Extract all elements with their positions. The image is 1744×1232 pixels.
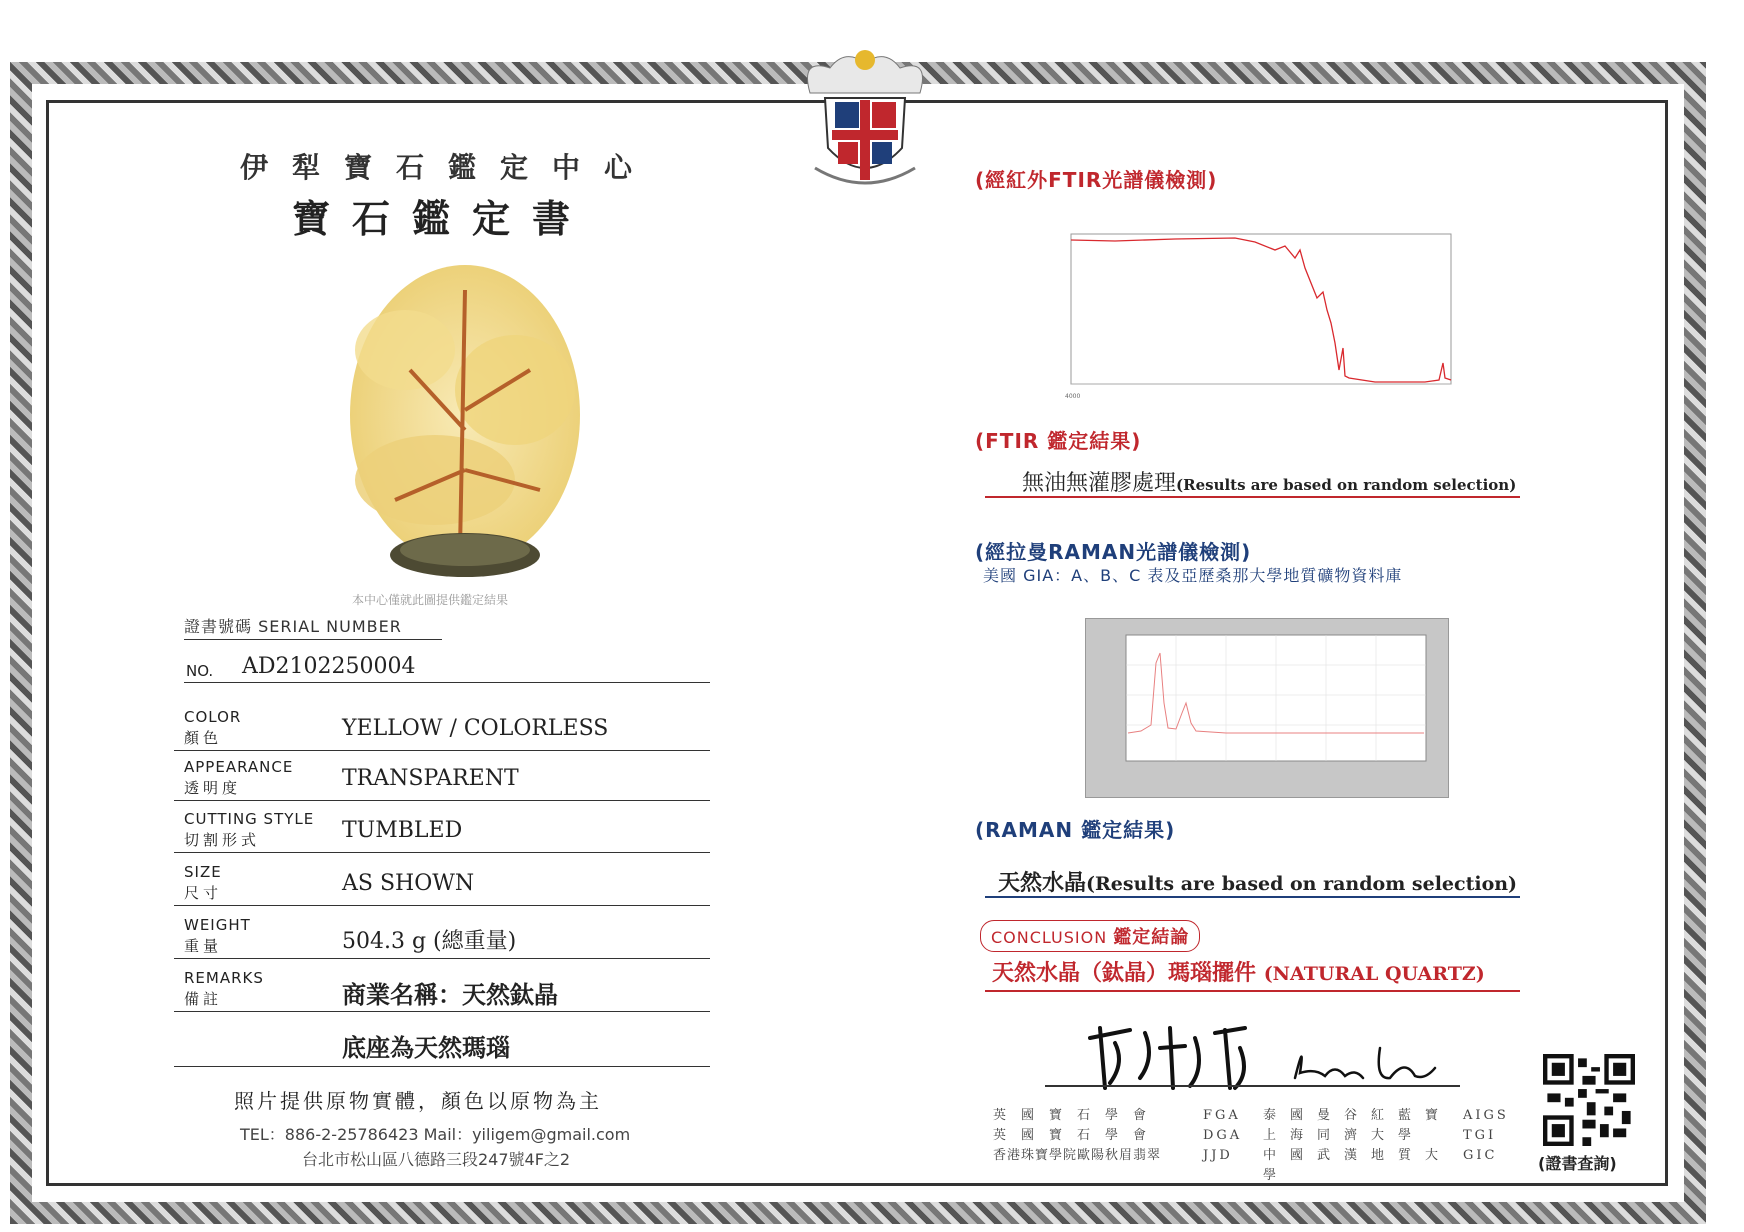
raman-heading: (經拉曼RAMAN光譜儀檢測) — [975, 540, 1252, 564]
credential-abbr: TGI — [1463, 1128, 1497, 1143]
field-label-en: REMARKS — [184, 969, 264, 987]
qr-code-icon[interactable] — [1543, 1054, 1635, 1146]
field-value: 504.3 g (總重量) — [342, 929, 517, 954]
field-label-en: COLOR — [184, 708, 242, 726]
field-weight — [174, 910, 710, 959]
address: 台北市松山區八德路三段247號4F之2 — [302, 1150, 571, 1169]
field-label-zh: 透明度 — [184, 779, 242, 797]
field-value: TRANSPARENT — [342, 766, 519, 791]
credential-abbr: GIC — [1463, 1148, 1498, 1163]
credential-row — [993, 1126, 1503, 1146]
field-label-zh: 尺寸 — [184, 884, 223, 902]
credential-abbr: DGA — [1203, 1128, 1243, 1143]
serial-number-value: AD2102250004 — [242, 654, 416, 679]
credential-org: 英國寶石學會 — [993, 1128, 1162, 1143]
photo-caption: 照片提供原物實體，顏色以原物為主 — [234, 1089, 602, 1113]
specimen-photo — [315, 230, 625, 590]
field-remarks-extra — [174, 1016, 710, 1067]
field-value: TUMBLED — [342, 818, 463, 843]
center-name: 伊犁寶石鑑定中心 — [240, 151, 657, 184]
coat-of-arms-icon — [790, 38, 940, 208]
field-value: 商業名稱：天然鈦晶 — [342, 981, 558, 1009]
signature-line — [1045, 1085, 1460, 1087]
field-label-zh: 備註 — [184, 990, 223, 1008]
field-label-zh: 重量 — [184, 937, 223, 955]
raman-spectrum-chart — [1096, 633, 1436, 793]
credential-row — [993, 1146, 1503, 1186]
no-label: NO. — [186, 662, 214, 680]
field-label-en: SIZE — [184, 863, 222, 881]
conclusion-text-zh: 天然水晶（鈦晶）瑪瑙擺件 — [992, 961, 1257, 986]
field-value: YELLOW / COLORLESS — [342, 716, 609, 741]
signature-image — [1045, 1018, 1465, 1093]
conclusion-text — [992, 956, 1485, 987]
raman-result-zh: 天然水晶 — [998, 871, 1087, 896]
conclusion-label — [980, 920, 1200, 952]
divider — [985, 896, 1520, 898]
ftir-spectrum-chart — [1055, 228, 1465, 408]
field-value: AS SHOWN — [342, 871, 475, 896]
field-cutting-style — [174, 804, 710, 853]
field-label-en: APPEARANCE — [184, 758, 294, 776]
credential-abbr: AIGS — [1463, 1108, 1509, 1123]
raman-reference: 美國 GIA：A、B、C 表及亞歷桑那大學地質礦物資料庫 — [983, 566, 1403, 585]
conclusion-text-en: (NATURAL QUARTZ) — [1263, 963, 1485, 985]
credential-org: 香港珠寶學院歐陽秋眉翡翠 — [993, 1148, 1162, 1163]
field-appearance — [174, 752, 710, 801]
credential-row — [993, 1106, 1509, 1126]
credential-org: 中國武漢地質大學 — [1263, 1148, 1453, 1183]
ftir-result — [1022, 466, 1516, 497]
remarks-extra-value: 底座為天然瑪瑙 — [342, 1034, 510, 1062]
field-label-en: WEIGHT — [184, 916, 251, 934]
photo-note: 本中心僅就此圖提供鑑定結果 — [352, 593, 509, 607]
credential-org: 泰國曼谷紅藍寶 — [1263, 1108, 1453, 1123]
raman-result-heading: (RAMAN 鑑定結果) — [975, 818, 1176, 842]
field-size — [174, 857, 710, 906]
conclusion-label-zh: 鑑定結論 — [1113, 927, 1190, 948]
ftir-result-en: (Results are based on random selection) — [1176, 476, 1517, 494]
credentials — [993, 1106, 1509, 1186]
raman-result-en: (Results are based on random selection) — [1086, 873, 1518, 895]
document-title: 寶石鑑定書 — [292, 196, 593, 241]
divider — [985, 990, 1520, 992]
credential-org: 上海同濟大學 — [1263, 1128, 1426, 1143]
ftir-heading: (經紅外FTIR光譜儀檢測) — [975, 168, 1218, 192]
divider — [985, 496, 1520, 498]
serial-number-row — [184, 650, 710, 683]
credential-abbr: FGA — [1203, 1108, 1241, 1123]
raman-result — [998, 866, 1517, 897]
field-label-zh: 顏色 — [184, 729, 223, 747]
field-label-zh: 切割形式 — [184, 831, 261, 849]
raman-spectrum-panel — [1085, 618, 1449, 798]
credential-org: 英國寶石學會 — [993, 1108, 1162, 1123]
ftir-result-heading: (FTIR 鑑定結果) — [975, 429, 1142, 453]
field-color — [174, 702, 710, 751]
field-remarks — [174, 963, 710, 1012]
ftir-x-tick: 4000 — [1065, 393, 1081, 400]
credential-abbr: JJD — [1203, 1148, 1233, 1163]
contact-info: TEL：886-2-25786423 Mail：yiligem@gmail.com — [240, 1125, 631, 1144]
qr-label: (證書查詢) — [1538, 1154, 1617, 1173]
ftir-result-zh: 無油無灌膠處理 — [1022, 471, 1177, 496]
serial-number-label: 證書號碼 SERIAL NUMBER — [184, 614, 442, 640]
conclusion-label-en: CONCLUSION — [991, 928, 1108, 947]
field-label-en: CUTTING STYLE — [184, 810, 315, 828]
